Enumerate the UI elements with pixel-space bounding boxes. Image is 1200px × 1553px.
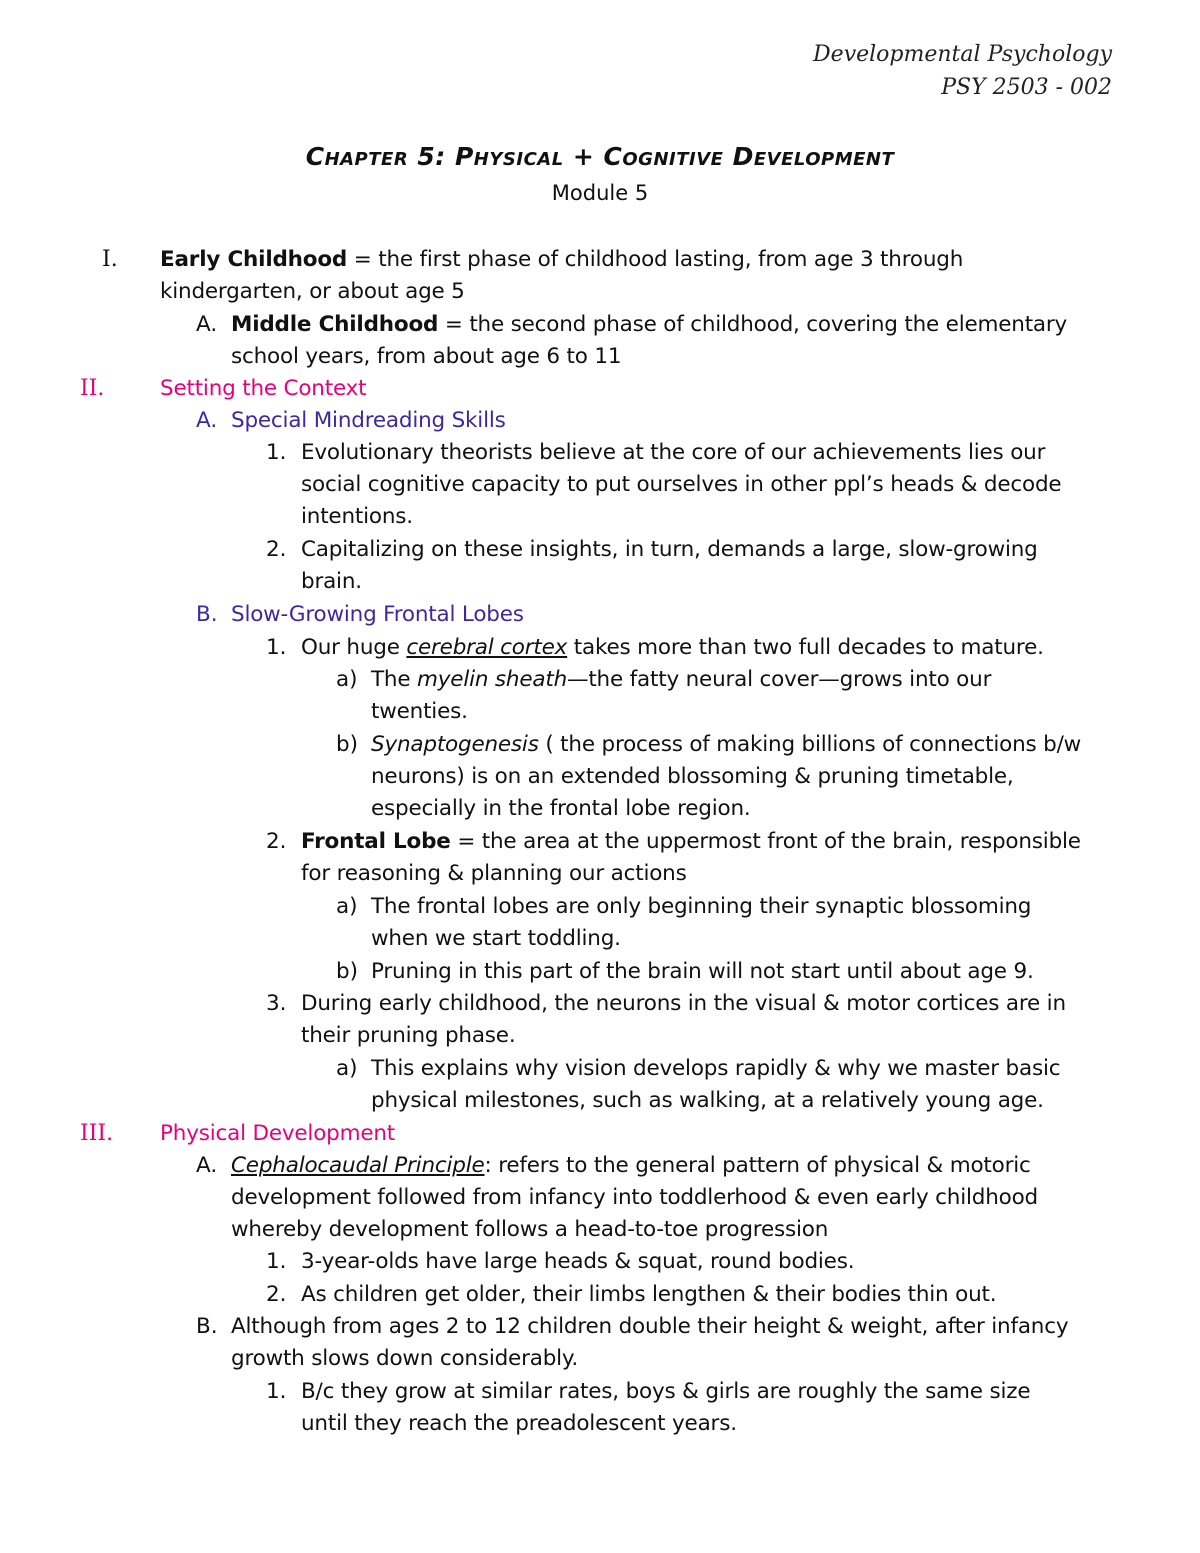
outline-line: During early childhood, the neurons in the visual & motor cortices are in [301, 991, 1066, 1016]
outline-marker: A. [196, 1153, 218, 1178]
document-header [813, 38, 1112, 104]
outline-marker: a) [336, 894, 358, 919]
outline-marker: B. [196, 1314, 218, 1339]
outline-line: social cognitive capacity to put ourselves in other ppl’s heads & decode [301, 472, 1062, 497]
outline-line: Although from ages 2 to 12 children double their height & weight, after infancy [231, 1314, 1069, 1339]
outline-line: kindergarten, or about age 5 [160, 279, 465, 304]
outline-line: This explains why vision develops rapidly & why we master basic [371, 1056, 1061, 1081]
outline-marker: A. [196, 312, 218, 337]
term-early-childhood: Early Childhood [160, 247, 348, 272]
term-frontal-lobe: Frontal Lobe [301, 829, 451, 854]
outline-marker: B. [196, 602, 218, 627]
outline-line: when we start toddling. [371, 926, 621, 951]
outline-line: Our huge cerebral cortex takes more than two full decades to mature. [301, 635, 1044, 660]
outline-marker: a) [336, 1056, 358, 1081]
outline-marker: 1. [266, 635, 287, 660]
outline-line: 3-year-olds have large heads & squat, round bodies. [301, 1249, 855, 1274]
outline-marker: 1. [266, 1249, 287, 1274]
outline-line: Capitalizing on these insights, in turn, demands a large, slow-growing [301, 537, 1038, 562]
outline-line: especially in the frontal lobe region. [371, 796, 751, 821]
outline-line: intentions. [301, 504, 413, 529]
outline-line: physical milestones, such as walking, at a relatively young age. [371, 1088, 1044, 1113]
outline-marker: b) [336, 959, 359, 984]
outline-line: school years, from about age 6 to 11 [231, 344, 622, 369]
outline-line: development followed from infancy into toddlerhood & even early childhood [231, 1185, 1039, 1210]
term-myelin-sheath: myelin sheath [417, 667, 568, 692]
outline-line: Early Childhood = the first phase of childhood lasting, from age 3 through [160, 247, 964, 272]
outline-line: Cephalocaudal Principle: refers to the general pattern of physical & motoric [231, 1153, 1031, 1178]
outline-line: whereby development follows a head-to-toe progression [231, 1217, 829, 1242]
outline-line: brain. [301, 569, 362, 594]
course-name: Developmental Psychology [813, 42, 1112, 67]
subsection-heading: Slow-Growing Frontal Lobes [231, 602, 524, 627]
outline-line: The myelin sheath—the fatty neural cover—grows into our [371, 667, 992, 692]
outline-line: until they reach the preadolescent years. [301, 1411, 737, 1436]
outline-marker: 3. [266, 991, 287, 1016]
term-cephalocaudal-principle: Cephalocaudal Principle [231, 1153, 485, 1178]
outline-line: Synaptogenesis ( the process of making billions of connections b/w [371, 732, 1082, 757]
outline-marker: a) [336, 667, 358, 692]
outline-line: The frontal lobes are only beginning their synaptic blossoming [371, 894, 1032, 919]
outline-marker: I. [102, 247, 118, 272]
outline-marker: 2. [266, 537, 287, 562]
outline-line: Pruning in this part of the brain will not start until about age 9. [371, 959, 1034, 984]
outline-marker: 2. [266, 1282, 287, 1307]
outline-marker: 2. [266, 829, 287, 854]
outline-line: for reasoning & planning our actions [301, 861, 687, 886]
outline-line: twenties. [371, 699, 468, 724]
outline-line: neurons) is on an extended blossoming & pruning timetable, [371, 764, 1014, 789]
outline-marker: b) [336, 732, 359, 757]
course-section: PSY 2503 - 002 [941, 75, 1112, 100]
outline-line: Frontal Lobe = the area at the uppermost front of the brain, responsible [301, 829, 1081, 854]
outline-marker: II. [80, 376, 105, 401]
section-heading: Setting the Context [160, 376, 367, 401]
outline-marker: 1. [266, 440, 287, 465]
chapter-title: Chapter 5: Physical + Cognitive Development [305, 142, 895, 171]
section-heading: Physical Development [160, 1121, 396, 1146]
term-cerebral-cortex: cerebral cortex [406, 635, 568, 660]
outline-line: Middle Childhood = the second phase of childhood, covering the elementary [231, 312, 1068, 337]
outline-line: B/c they grow at similar rates, boys & girls are roughly the same size [301, 1379, 1031, 1404]
module-subtitle: Module 5 [551, 181, 649, 205]
outline-line: their pruning phase. [301, 1023, 516, 1048]
outline-marker: 1. [266, 1379, 287, 1404]
outline-line: growth slows down considerably. [231, 1346, 579, 1371]
term-middle-childhood: Middle Childhood [231, 312, 439, 337]
outline-marker: A. [196, 408, 218, 433]
outline-line: As children get older, their limbs lengthen & their bodies thin out. [301, 1282, 997, 1307]
outline-marker: III. [80, 1121, 114, 1146]
outline-line: Evolutionary theorists believe at the core of our achievements lies our [301, 440, 1046, 465]
subsection-heading: Special Mindreading Skills [231, 408, 506, 433]
term-synaptogenesis: Synaptogenesis [371, 732, 539, 757]
